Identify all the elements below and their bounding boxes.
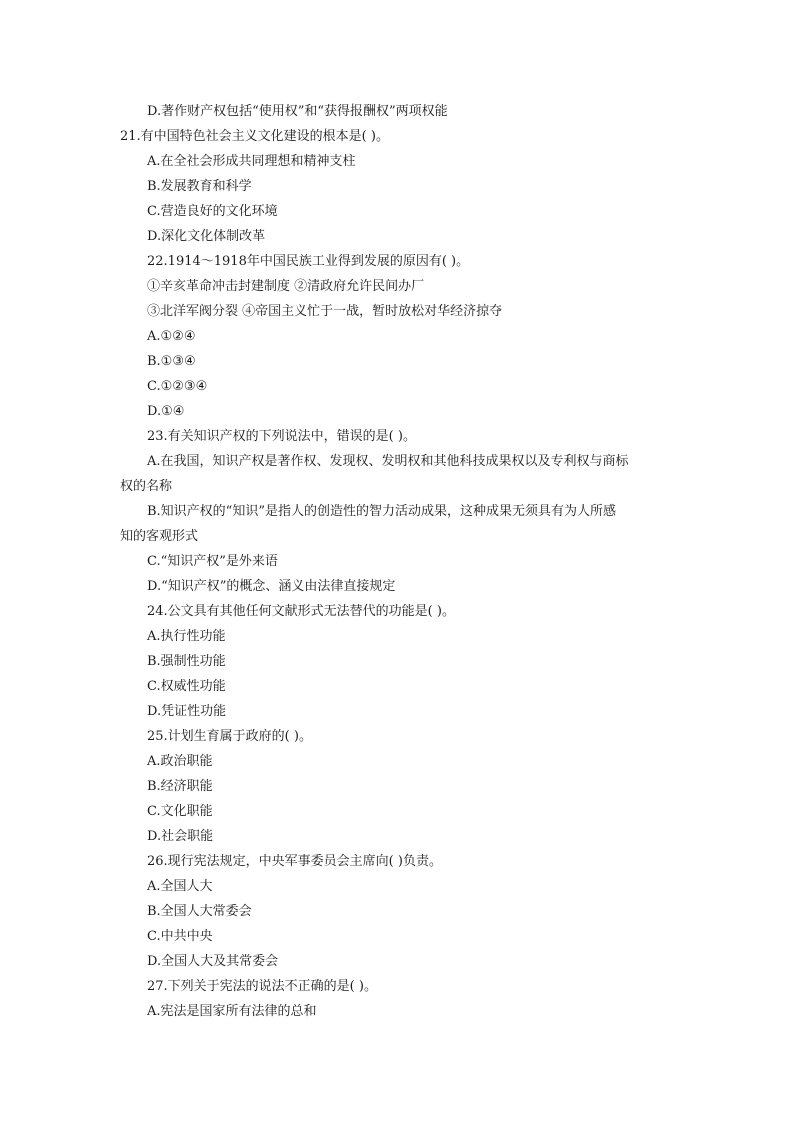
q24-option-c: C.权威性功能	[147, 679, 226, 694]
q22-option-a: A.①②④	[147, 329, 196, 344]
q27-option-a: A.宪法是国家所有法律的总和	[147, 1004, 317, 1019]
q24-stem: 24.公文具有其他任何文献形式无法替代的功能是( )。	[147, 604, 455, 619]
q22-option-d: D.①④	[147, 404, 185, 419]
q26-stem: 26.现行宪法规定，中央军事委员会主席向( )负责。	[147, 854, 442, 869]
q24-option-b: B.强制性功能	[147, 654, 226, 669]
q23-option-b-cont: 知的客观形式	[120, 529, 199, 544]
q23-option-a-cont: 权的名称	[120, 479, 173, 494]
q21-option-a: A.在全社会形成共同理想和精神支柱	[147, 154, 356, 169]
q23-option-c: C.“知识产权”是外来语	[147, 554, 278, 569]
q24-option-d: D.凭证性功能	[147, 704, 227, 719]
q25-stem: 25.计划生育属于政府的( )。	[147, 729, 312, 744]
q22-option-b: B.①③④	[147, 354, 196, 369]
q21-option-d: D.深化文化体制改革	[147, 229, 266, 244]
q22-statement-1: ①辛亥革命冲击封建制度 ②清政府允许民间办厂	[147, 279, 425, 294]
q21-stem: 21.有中国特色社会主义文化建设的根本是( )。	[120, 129, 389, 144]
q24-option-a: A.执行性功能	[147, 629, 226, 644]
q26-option-a: A.全国人大	[147, 879, 213, 894]
q21-option-c: C.营造良好的文化环境	[147, 204, 278, 219]
q23-option-b: B.知识产权的“知识”是指人的创造性的智力活动成果，这种成果无须具有为人所感	[147, 504, 616, 519]
q22-option-c: C.①②③④	[147, 379, 208, 394]
q25-option-a: A.政治职能	[147, 754, 213, 769]
q25-option-c: C.文化职能	[147, 804, 213, 819]
q22-statement-2: ③北洋军阀分裂 ④帝国主义忙于一战，暂时放松对华经济掠夺	[147, 304, 503, 319]
q26-option-d: D.全国人大及其常委会	[147, 954, 279, 969]
q26-option-c: C.中共中央	[147, 929, 213, 944]
q22-stem: 22.1914～1918年中国民族工业得到发展的原因有( )。	[147, 254, 470, 269]
q20-option-d: D.著作财产权包括“使用权”和“获得报酬权”两项权能	[147, 104, 448, 119]
q23-option-d: D.“知识产权”的概念、涵义由法律直接规定	[147, 579, 396, 594]
q23-option-a: A.在我国，知识产权是著作权、发现权、发明权和其他科技成果权以及专利权与商标	[147, 454, 629, 469]
q27-stem: 27.下列关于宪法的说法不正确的是( )。	[147, 979, 377, 994]
q25-option-d: D.社会职能	[147, 829, 214, 844]
q23-stem: 23.有关知识产权的下列说法中，错误的是( )。	[147, 429, 416, 444]
q25-option-b: B.经济职能	[147, 779, 213, 794]
q21-option-b: B.发展教育和科学	[147, 179, 252, 194]
q26-option-b: B.全国人大常委会	[147, 904, 252, 919]
